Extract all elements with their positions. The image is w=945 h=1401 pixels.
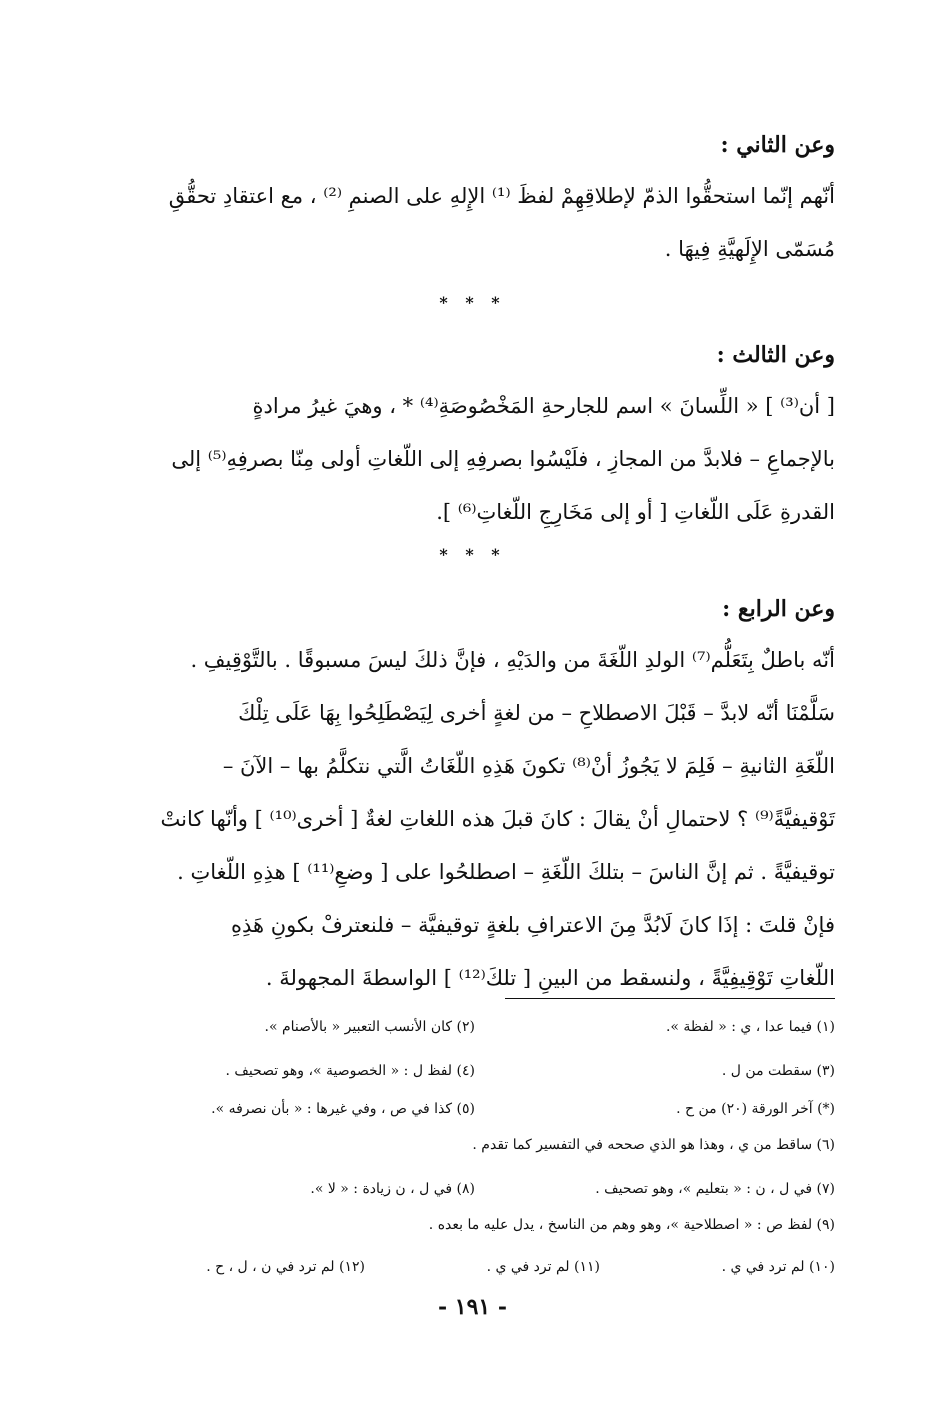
footnote: (٥) كذا في ص ، وفي غيرها : « بأن نصرفه ». — [211, 1101, 475, 1117]
footnote: (١٢) لم ترد في ن ، ل ، ح . — [206, 1259, 365, 1275]
text-line: [ أن⁽³⁾ ] « اللِّسانَ » اسم للجارحةِ المَخْصُوصَةِ⁽⁴⁾ * ، وهيَ غيرُ مرادةٍ — [252, 394, 835, 418]
text-line: سَلَّمْنَا أنّه لابدَّ – قَبْلَ الاصطلاحِ – من لغةٍ أخرى لِيَصْطَلِحُوا بِهَا عَلَى تِلْكَ — [238, 701, 835, 725]
footnote: (٣) سقطت من ل . — [721, 1063, 835, 1079]
footnote: (٤) لفظ ل : « الخصوصية »، وهو تصحيف . — [225, 1063, 475, 1079]
section-second-text — [155, 170, 835, 276]
footnote: (٨) في ل ، ن زيادة : « لا ». — [310, 1181, 475, 1197]
text-line: اللّغَةِ الثانيةِ – فَلِمَ لا يَجُوزُ أنْ⁽⁸⁾ تكونَ هَذِهِ اللّغَاتُ الَّتي نتكلَّمُ بها – الآنَ – — [222, 754, 835, 778]
text-line: فإنْ قلتَ : إذَا كانَ لَابُدَّ مِنَ الاعترافِ بلغةٍ توقيفيَّة – فلنعترفْ بكونِ هَذِهِ — [230, 913, 835, 937]
text-line: القدرةِ عَلَى اللّغاتِ [ أو إلى مَخَارِجِ اللّغاتِ⁽⁶⁾ ]. — [436, 500, 835, 524]
footnote-divider — [505, 998, 835, 999]
text-line: توقيفيَّةً . ثم إنَّ الناسَ – بتلكَ اللّغَةِ – اصطلحُوا على [ وضعِ⁽¹¹⁾ ] هذِهِ اللّغاتِ . — [177, 860, 835, 884]
section-third-text — [155, 380, 835, 539]
text-line: بالإجماعِ – فلابدَّ من المجازِ ، فلَيْسُوا بصرفِهِ إلى اللّغاتِ أولى مِنّا بصرفِهِ⁽⁵⁾ إلى — [171, 447, 835, 471]
text-line: تَوْقيفيَّةً⁽⁹⁾ ؟ لاحتمالِ أنْ يقالَ : كانَ قبلَ هذه اللغاتِ لغةٌ [ أخرى⁽¹⁰⁾ ] وأنّها كانتْ — [160, 807, 835, 831]
text-line: مُسَمّى الإِلَهيَّةِ فِيهَا . — [664, 237, 835, 261]
footnote: (١٠) لم ترد في ي . — [721, 1259, 835, 1275]
text-line: أنّهم إنّما استحقُّوا الذمّ لإطلاقِهِمْ لفظَ ⁽¹⁾ الإِلهِ على الصنمِ ⁽²⁾ ، مع اعتقادِ تحقُّقِ — [168, 184, 835, 208]
section-heading-third: وعن الثالث : — [716, 342, 835, 368]
footnote: (*) آخر الورقة (٢٠) من ح . — [676, 1101, 835, 1117]
section-fourth-text — [155, 634, 835, 1005]
footnote: (٧) في ل ، ن : « بتعليم »، وهو تصحيف . — [595, 1181, 835, 1197]
page-number: - ١٩١ - — [437, 1294, 508, 1320]
footnote: (٦) ساقط من ي ، وهذا هو الذي صححه في التفسير كما تقدم . — [472, 1137, 835, 1153]
text-line: اللّغاتِ تَوْقِيفِيَّةً ، ولنسقط من البينِ [ تلكَ⁽¹²⁾ ] الواسطةَ المجهولةَ . — [265, 966, 835, 990]
section-heading-second: وعن الثاني : — [720, 132, 835, 158]
footnote: (١) فيما عدا ، ي : « لفظة ». — [665, 1019, 835, 1035]
separator-stars: * * * — [439, 545, 506, 564]
footnote: (٢) كان الأنسب التعبير « بالأصنام ». — [264, 1019, 475, 1035]
footnote: (١١) لم ترد في ي . — [486, 1259, 600, 1275]
separator-stars: * * * — [439, 293, 506, 312]
section-heading-fourth: وعن الرابع : — [722, 596, 835, 622]
footnote: (٩) لفظ ص : « اصطلاحية »، وهو وهم من الناسخ ، يدل عليه ما بعده . — [428, 1217, 835, 1233]
text-line: أنّه باطلٌ بِتَعَلُّم⁽⁷⁾ الولدِ اللّغَةَ من والدَيْهِ ، فإنَّ ذلكَ ليسَ مسبوقًا . بالتَّوْقِيفِ . — [190, 648, 835, 672]
